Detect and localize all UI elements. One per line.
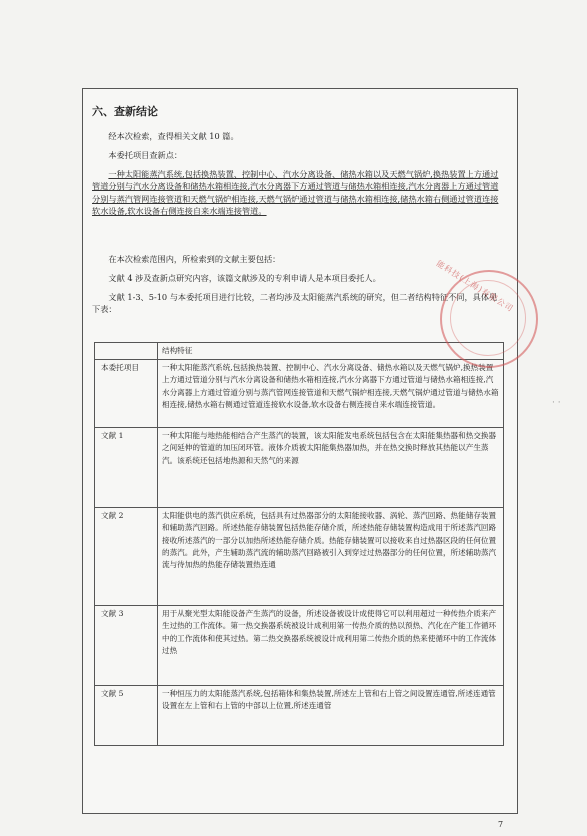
row-label: 文献 1 xyxy=(95,428,158,508)
comparison-intro: 文献 1-3、5-10 与本委托项目进行比较，二者均涉及太阳能蒸汽系统的研究，但二者结构特征不同，具体见下表： xyxy=(92,292,498,315)
row-label: 本委托项目 xyxy=(95,360,158,428)
seal-text: 能科技(上海)有限公司 xyxy=(434,258,516,314)
table-row xyxy=(95,428,504,508)
section-title: 六、查新结论 xyxy=(92,105,158,118)
table-row xyxy=(95,508,504,606)
result-summary: 经本次检索，查得相关文献 10 篇。 xyxy=(108,131,239,141)
row-text: 一种恒压力的太阳能蒸汽系统,包括箱体和集热装置,所述左上管和右上管之间设置连通管,所述连通管设置在左上管和右上管的中部以上位置,所述连通管 xyxy=(158,686,504,746)
novelty-point-text: 一种太阳能蒸汽系统,包括换热装置、控制中心、汽水分离设备、储热水箱以及天燃气锅炉,换热装置上方通过管道分别与汽水分离设备和储热水箱相连接,汽水分离器下方通过管道与储热水箱相连接,汽水分离器上方通过管道分别与蒸汽管网连接管道和天燃气锅炉相连接,天燃气锅炉通过管道与储热水箱相连接,储热水箱右侧通过管道连接软水设备,软水设备右侧连接自来水端连接管道。 xyxy=(92,169,499,217)
doc4-note: 文献 4 涉及查新点研究内容，该篇文献涉及的专利申请人是本项目委托人。 xyxy=(108,273,381,283)
scope-text: 在本次检索范围内，所检索到的文献主要包括： xyxy=(108,254,281,264)
row-label: 文献 3 xyxy=(95,606,158,686)
company-seal xyxy=(434,258,538,368)
row-label: 文献 2 xyxy=(95,508,158,606)
table-row xyxy=(95,686,504,746)
table-header-row xyxy=(95,343,504,360)
row-text: 一种太阳能蒸汽系统,包括换热装置、控制中心、汽水分离设备、储热水箱以及天燃气锅炉,换热装置上方通过管道分别与汽水分离设备和储热水箱相连接,汽水分离器下方通过管道与储热水箱相连接,汽水分离器上方通过管道分别与蒸汽管网连接管道和天燃气锅炉相连接,天燃气锅炉通过管道与储热水箱相连接,储热水箱右侧通过管道连接软水设备,软水设备右侧连接自来水端连接管道。 xyxy=(158,360,504,428)
comparison-table xyxy=(94,342,504,746)
page-number: 7 xyxy=(498,820,504,829)
row-text: 用于从聚光型太阳能设备产生蒸汽的设备，所述设备被设计成使得它可以利用超过一种传热介质来产生过热的工作流体。第一热交换器系统被设计成利用第一传热介质的热以预热、汽化在产能工作循环中的工作流体和使其过热。第二热交换器系统被设计成利用第二传热介质的热来使循环中的工作流体过热 xyxy=(158,606,504,686)
novelty-point-label: 本委托项目查新点： xyxy=(108,150,183,160)
margin-mark: · · xyxy=(552,398,561,408)
row-text: 太阳能供电的蒸汽供应系统，包括具有过热器部分的太阳能接收器、涡轮、蒸汽回路、热能储存装置和辅助蒸汽回路。所述热能存储装置包括热能存储介质，所述热能存储装置构造成用于所述蒸汽回路接收所述蒸汽的一部分以加热所述热能存储介质。热能存储装置可以接收来自过热器区段的任何位置的蒸汽。此外，产生辅助蒸汽流的辅助蒸汽回路被引入到穿过过热器部分的任何位置，所述辅助蒸汽流与待加热的热能存储装置热连通 xyxy=(158,508,504,606)
table-row xyxy=(95,360,504,428)
row-text: 一种太阳能与地热能相结合产生蒸汽的装置，该太阳能发电系统包括包含在太阳能集热器和热交换器之间延伸的管道的加压闭环管。液体介质被太阳能集热器加热，并在热交换时释放其热能以产生蒸汽。该系统还包括地热源和天然气的来源 xyxy=(158,428,504,508)
row-label: 文献 5 xyxy=(95,686,158,746)
table-header: 结构特征 xyxy=(158,343,504,360)
table-row xyxy=(95,606,504,686)
